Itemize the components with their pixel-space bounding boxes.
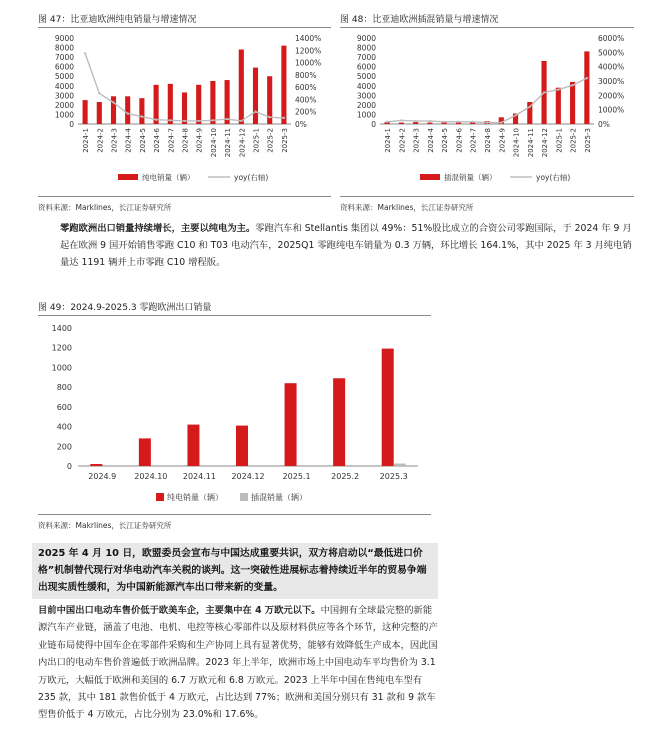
fig47-ytick-left: 2000 [54,100,74,110]
fig49-bar-ev [285,383,297,466]
fig48-bar [427,123,432,124]
fig49-bar-ev [382,349,394,466]
fig47-ytick-right: 200% [295,107,317,117]
fig48-ytick-right: 4000% [598,62,625,72]
fig48-xtick: 2024-5 [441,128,450,153]
fig49-bar-ev [187,425,199,466]
fig49-bar-ev [236,426,248,466]
fig48-ytick-left: 3000 [356,91,376,101]
fig48-ytick-right: 2000% [598,91,625,101]
fig47-bar [111,96,116,124]
fig48-yoy-point [386,121,388,123]
fig48-xtick: 2024-8 [484,128,492,153]
fig47-xtick: 2024-11 [224,128,233,158]
fig48-ytick-left: 0 [371,120,376,129]
fig47-bar [239,49,244,124]
fig48-xtick: 2024-2 [398,128,407,153]
fig49-ytick: 800 [56,383,72,393]
fig47-xtick: 2024-12 [238,128,247,158]
fig49-ytick: 1200 [51,343,72,353]
fig48-xtick: 2024-10 [512,128,521,158]
fig47-yoy-point [269,116,271,118]
fig47-yoy-point [226,118,228,120]
fig48-ytick-left: 5000 [356,72,376,82]
fig48-xtick: 2024-1 [384,128,393,153]
fig47-xtick: 2024-2 [96,128,105,153]
fig48-yoy-point [400,119,402,121]
fig47-yoy-point [169,119,171,121]
fig48-title-rule [340,27,634,28]
fig47-xtick: 2024-5 [138,127,147,153]
fig48-bar [413,122,418,124]
fig48-ytick-left: 2000 [356,100,376,110]
fig48-ytick-right: 1000% [598,105,625,115]
paragraph-leapmotor-body: 零跑汽车和 Stellantis 集团以 49%：51%股比成立的合资公司零跑国际，于 2024 年 9 月起在欧洲 9 国开始销售零跑 C10 和 T03 电动汽车，2025Q1 零跑纯电车销量为 0.3 万辆，环比增长 164.1%，其中 2025 年 3 月纯电销量达 1191 辆并上市零跑 C10 增程版。 [60,223,632,268]
fig47-xtick: 2025-3 [280,128,289,153]
fig47-ytick-left: 9000 [54,34,74,43]
fig47-ytick-right: 400% [295,95,317,105]
fig47-xtick: 2024-7 [167,128,176,153]
fig48-ytick-left: 8000 [356,43,376,53]
fig47-ytick-right: 0% [295,120,307,129]
fig48-bar [570,82,575,124]
fig48-xtick: 2025-1 [555,128,564,153]
fig47-yoy-point [198,120,200,122]
fig48-ytick-right: 3000% [598,77,625,86]
fig47-bar [196,85,201,124]
fig47-ytick-right: 600% [295,83,317,93]
fig47-xtick: 2025-1 [252,128,261,153]
fig48-legend-line-label: yoy(右轴) [536,173,571,182]
fig48-yoy-point [586,77,588,79]
fig48-xtick: 2024-6 [455,128,464,153]
fig47-bar [210,81,215,124]
fig48-xtick: 2025-3 [583,128,592,153]
fig47-bar [139,98,144,124]
highlight-text: 2025 年 4 月 10 日，欧盟委员会宣布与中国达成重要共识，双方将启动以“最低进口价格”机制替代现行对华电动汽车关税的谈判。这一突破性进展标志着持续近半年的贸易争端出现实质性缓和，为中国新能源汽车出口带来新的变量。 [38,548,427,593]
fig48-yoy-point [486,121,488,123]
fig47-bottom-rule [38,196,331,197]
fig47-title-rule [38,27,331,28]
fig47-ytick-left: 1000 [54,110,74,120]
fig47-ytick-left: 0 [69,120,74,129]
fig47-bar [225,80,230,124]
fig48-ytick-left: 7000 [356,53,376,63]
fig48-xtick: 2024-12 [541,128,550,158]
fig48-chart [340,30,634,200]
fig47-legend-bar-swatch [118,174,138,180]
fig48-xtick: 2024-4 [426,128,435,153]
fig48-yoy-point [500,121,502,123]
fig48-source: 资料来源：Marklines，长江证券研究所 [340,203,474,212]
fig47-xtick: 2025-2 [266,128,275,153]
fig48-title: 图 48：比亚迪欧洲插混销量与增速情况 [340,15,499,25]
fig49-title-rule [38,315,431,316]
fig48-yoy-point [557,88,559,90]
fig47-xtick: 2024-1 [82,128,91,153]
fig47-legend-bar-label: 纯电销量（辆） [142,173,195,182]
fig48-xtick: 2024-9 [498,128,507,153]
fig49-xtick: 2024.11 [182,472,216,481]
fig48-bottom-rule [340,196,634,197]
fig47-xtick: 2024-4 [124,128,133,153]
fig47-xtick: 2024-8 [181,128,190,153]
fig49-xtick: 2025.1 [282,472,311,481]
fig48-legend-bar-label: 插混销量（辆） [444,173,497,182]
fig47-yoy-point [240,120,242,122]
fig47-legend-line-label: yoy(右轴) [234,173,269,182]
fig48-yoy-point [571,84,573,86]
fig49-xtick: 2025.3 [379,472,408,481]
fig47-bar [182,92,187,124]
fig47-ytick-left: 8000 [54,43,74,53]
paragraph-price-body: 中国拥有全球最完整的新能源汽车产业链，涵盖了电池、电机、电控等核心零部件以及原材料供应等各个环节，这种完整的产业链布局使得中国车企在零部件采购和生产协同上具有显著优势，能够有效降低生产成本，因此国内出口的电动车售价普遍低于欧洲品牌。2023 年上半年，欧洲市场上中国电动车平均售价为 3.1 万欧元，大幅低于欧洲和美国的 6.7 万欧元和 6.8 万欧元。2023 上半年中国在售纯电车型有 235 款，其中 181 款售价低于 4 万欧元，占比达到 77%；欧洲和美国分别只有 31 款和 9 款车型售价低于 4 万欧元，占比分别为 23.0%和 17.6%。 [38,605,438,721]
fig47-yoy-point [127,112,129,114]
fig47-title: 图 47：比亚迪欧洲纯电销量与增速情况 [38,15,197,25]
fig47-bar [97,102,102,124]
fig47-yoy-point [283,117,285,119]
fig49-source: 资料来源：Makrlines，长江证券研究所 [38,521,172,530]
fig49-legend-ev-label: 纯电销量（辆） [167,493,223,502]
fig47-ytick-left: 6000 [54,62,74,72]
fig49-ytick: 1400 [51,324,72,333]
fig47-yoy-point [98,92,100,94]
fig49-ytick: 0 [66,462,72,471]
paragraph-leapmotor-lead: 零跑欧洲出口销量持续增长，主要以纯电为主。 [60,223,256,234]
fig47-ytick-right: 800% [295,70,317,80]
fig49-chart [38,318,431,518]
fig47-ytick-left: 7000 [54,53,74,63]
fig48-yoy-point [529,106,531,108]
fig48-bar [556,88,561,124]
fig49-legend-phev-label: 插混销量（辆） [251,493,307,502]
fig47-bar [125,96,130,124]
fig48-xtick: 2025-2 [569,128,578,153]
fig47-ytick-left: 4000 [54,81,74,91]
fig47-yoy-point [141,115,143,117]
fig49-bar-phev [394,464,406,466]
fig47-bar [281,46,286,124]
fig49-xtick: 2024.10 [134,472,168,481]
fig48-ytick-left: 6000 [356,62,376,72]
fig48-yoy-point [457,121,459,123]
paragraph-leapmotor [60,220,632,271]
fig47-ytick-left: 5000 [54,72,74,82]
fig48-xtick: 2024-11 [526,128,535,158]
fig47-xtick: 2024-9 [195,128,204,153]
highlight-box [32,543,438,599]
fig47-yoy-point [254,111,256,113]
fig49-ytick: 400 [56,422,72,432]
fig49-xtick: 2024.9 [88,472,117,481]
fig48-xtick: 2024-7 [469,128,478,153]
fig48-ytick-left: 9000 [356,34,376,43]
fig48-xtick: 2024-3 [412,128,421,153]
fig48-bar [584,51,589,124]
fig48-legend-bar-swatch [420,174,440,180]
fig47-yoy-point [212,119,214,121]
fig48-ytick-right: 5000% [598,48,625,58]
fig48-yoy-point [472,121,474,123]
fig47-bar [168,84,173,124]
paragraph-price [38,602,438,724]
fig48-ytick-right: 0% [598,120,610,129]
fig47-bar [253,68,258,124]
fig47-yoy-point [183,120,185,122]
fig48-yoy-point [414,120,416,122]
fig48-ytick-right: 6000% [598,34,625,43]
fig47-yoy-point [155,119,157,121]
fig47-bar [154,85,159,124]
fig47-yoy-point [84,52,86,54]
fig47-source: 资料来源：Marklines，长江证券研究所 [38,203,172,212]
fig49-legend-phev-swatch [240,493,248,501]
fig47-bar [83,100,88,124]
fig48-yoy-point [543,91,545,93]
fig49-bar-ev [90,464,102,466]
fig48-bar [399,123,404,124]
fig49-xtick: 2024.12 [231,472,265,481]
fig47-ytick-left: 3000 [54,91,74,101]
fig48-ytick-left: 4000 [356,81,376,91]
fig49-title: 图 49：2024.9-2025.3 零跑欧洲出口销量 [38,303,212,313]
fig47-ytick-right: 1000% [295,58,322,68]
fig49-xtick: 2025.2 [331,472,360,481]
fig48-yoy-point [429,120,431,122]
fig49-ytick: 200 [56,442,72,452]
fig48-yoy-point [443,121,445,123]
fig47-ytick-right: 1400% [295,34,322,43]
fig49-ytick: 1000 [51,363,72,373]
fig49-bar-ev [139,438,151,466]
fig48-yoy-point [514,114,516,116]
fig49-ytick: 600 [56,402,72,412]
fig49-bar-ev [333,378,345,466]
fig49-bottom-rule [38,514,431,515]
fig47-xtick: 2024-10 [209,128,218,158]
fig47-xtick: 2024-3 [110,128,119,153]
fig47-chart [38,30,331,200]
fig49-legend-ev-swatch [156,493,164,501]
paragraph-price-lead: 目前中国出口电动车售价低于欧美车企，主要集中在 4 万欧元以下。 [38,605,321,616]
fig47-yoy-point [112,101,114,103]
fig47-xtick: 2024-6 [153,128,162,153]
fig47-ytick-right: 1200% [295,46,322,56]
fig48-ytick-left: 1000 [356,110,376,120]
